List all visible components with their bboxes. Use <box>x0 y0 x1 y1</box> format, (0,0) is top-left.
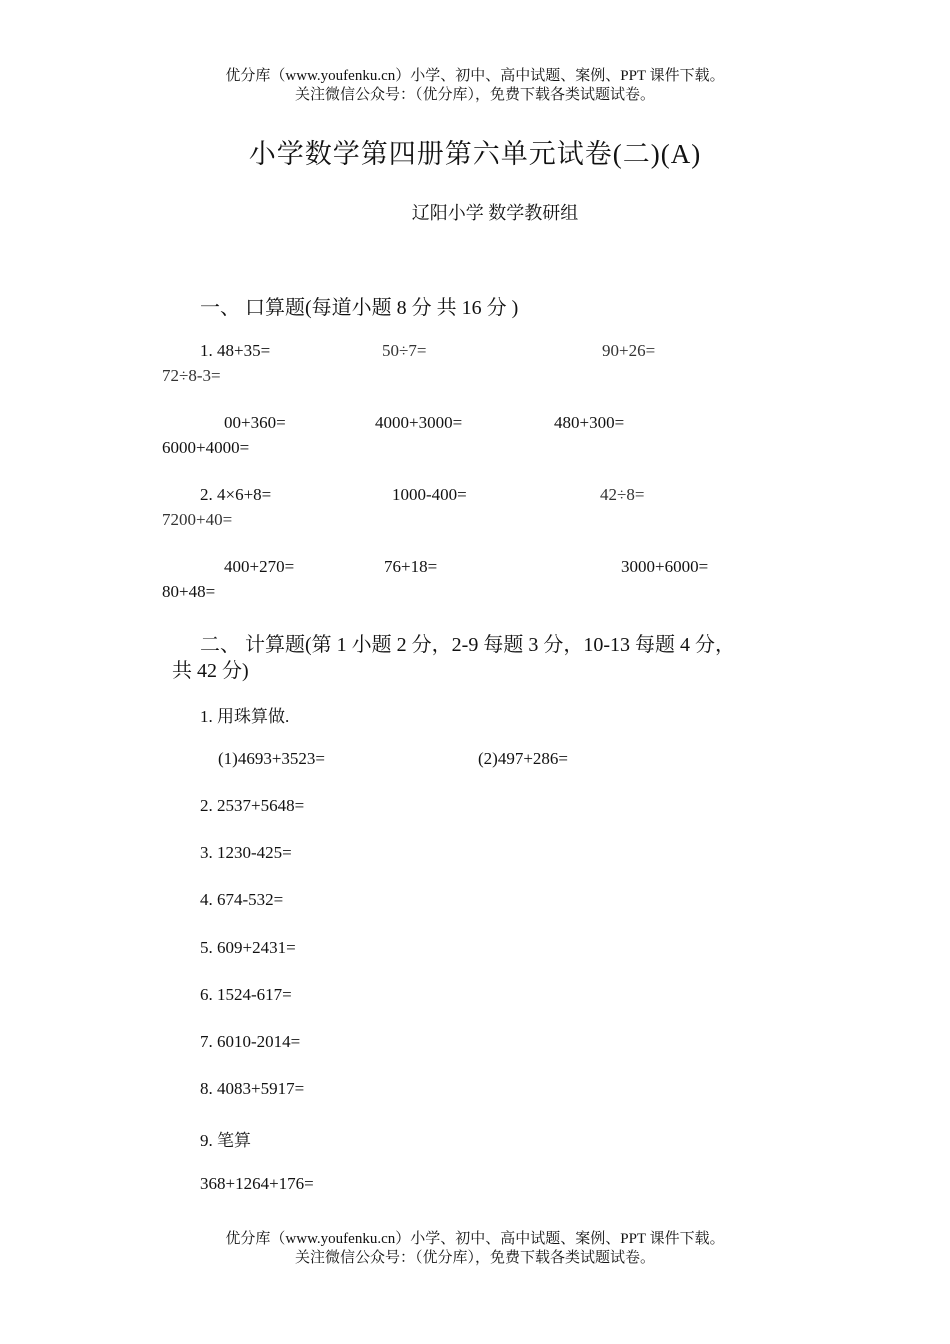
section-2-heading-line-2: 共 42 分) <box>172 660 249 682</box>
s2-q1-part-1: (1)4693+3523= <box>218 749 325 768</box>
q1-row1-item-1: 1. 48+35= <box>200 341 271 360</box>
s2-last-item: 368+1264+176= <box>200 1174 314 1193</box>
q1-row2-item-3: 480+300= <box>554 413 625 432</box>
footer-line-2: 关注微信公众号：（优分库），免费下载各类试题试卷。 <box>294 1250 655 1266</box>
q1-row1-item-4: 72÷8-3= <box>162 366 221 385</box>
section-1-heading: 一、 口算题(每道小题 8 分 共 16 分 ) <box>200 297 519 319</box>
q2-row1-item-4: 7200+40= <box>162 510 233 529</box>
s2-item: 4. 674-532= <box>200 890 284 909</box>
q1-row2-item-1: 00+360= <box>224 413 286 432</box>
q1-row1-item-3: 90+26= <box>602 341 656 360</box>
q2-row2-item-1: 400+270= <box>224 557 295 576</box>
page-subtitle: 辽阳小学 数学教研组 <box>411 203 579 223</box>
section-2-heading-line-1: 二、 计算题(第 1 小题 2 分，2-9 每题 3 分，10-13 每题 4 分， <box>200 634 735 656</box>
q2-row1-item-3: 42÷8= <box>600 485 645 504</box>
q2-row2-item-4: 80+48= <box>162 582 216 601</box>
s2-item: 2. 2537+5648= <box>200 796 305 815</box>
header-line-2: 关注微信公众号：（优分库），免费下载各类试题试卷。 <box>294 87 655 103</box>
s2-q1-label: 1. 用珠算做. <box>200 707 290 726</box>
q1-row2-item-2: 4000+3000= <box>375 413 463 432</box>
page-title: 小学数学第四册第六单元试卷(二)(A) <box>248 139 702 169</box>
q2-row2-item-3: 3000+6000= <box>621 557 709 576</box>
s2-item: 7. 6010-2014= <box>200 1032 301 1051</box>
header-line-1: 优分库（www.youfenku.cn）小学、初中、高中试题、案例、PPT 课件下载。 <box>225 68 725 84</box>
s2-item: 3. 1230-425= <box>200 843 292 862</box>
s2-q1-part-2: (2)497+286= <box>478 749 568 768</box>
q1-row1-item-2: 50÷7= <box>382 341 427 360</box>
q2-row1-item-1: 2. 4×6+8= <box>200 485 272 504</box>
q2-row2-item-2: 76+18= <box>384 557 438 576</box>
s2-item: 5. 609+2431= <box>200 938 296 957</box>
q1-row2-item-4: 6000+4000= <box>162 438 250 457</box>
s2-item: 9. 笔算 <box>200 1131 251 1150</box>
s2-item: 8. 4083+5917= <box>200 1079 305 1098</box>
footer-line-1: 优分库（www.youfenku.cn）小学、初中、高中试题、案例、PPT 课件下载。 <box>225 1231 725 1247</box>
q2-row1-item-2: 1000-400= <box>392 485 467 504</box>
s2-item: 6. 1524-617= <box>200 985 292 1004</box>
